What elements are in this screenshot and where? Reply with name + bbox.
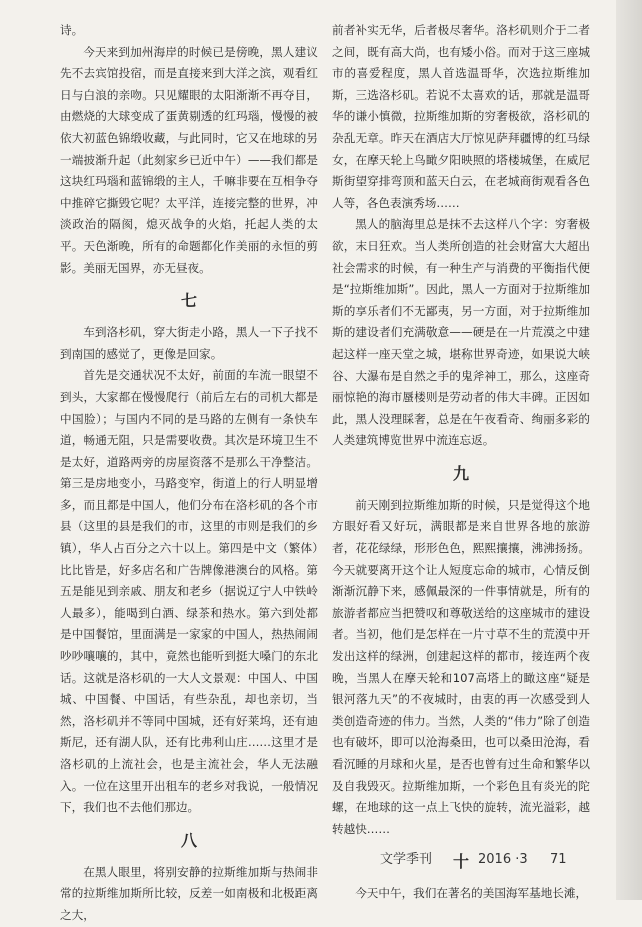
paragraph-city-comparison: 前者补实无华，后者极尽奢华。洛杉矶则介于二者之间，既有高大尚，也有矮小俗。而对于这三座城市的喜爱程度，黑人首选温哥华，次选拉斯维加斯，三选洛杉矶。若说不太喜欢的话，那就是温哥华的谦小慎微，拉斯维加斯的穷奢极欲，洛杉矶的杂乱无章。昨天在酒店大厅惊见萨拜疆博的红马绿女，在摩天轮上鸟瞰夕阳映照的塔楼城堡，在威尼斯街望穿排弯顶和蓝天白云，在老城商街观看各色人等，各色表演秀场……	[332, 23, 590, 210]
paragraph-california-coast: 今天来到加州海岸的时候已是傍晚，黑人建议先不去宾馆投宿，而是直接来到大洋之滨，观看红日与白浪的亲吻。只见耀眼的太阳渐渐不再夺目，由燃烧的大球变成了蛋黄剔透的红玛瑙，慢慢的被依大初蓝色锦缎收藏，与此同时，它又在地球的另一端披渐升起（此刻家乡已近中午）——我们都是这块红玛瑙和蓝锦缎的主人，千嘛非要在互相争夺中推碎它撕毁它呢？太平洋，连接完整的世界，冲淡政治的隔阂，熄灭战争的火焰，托起人类的太平。天色渐晚，所有的命题都化作美丽的永恒的剪影。美丽无国界，亦无昼夜。	[60, 44, 318, 275]
left-column	[60, 20, 318, 927]
magazine-title: 文学季刊	[380, 852, 433, 867]
paragraph-contrast: 在黑人眼里，将别安静的拉斯维加斯与热闹非常的拉斯维加斯所比较，反差一如南极和北极距离之大，	[60, 864, 318, 922]
right-column	[332, 20, 590, 905]
paragraph-las-vegas-reflection: 黑人的脑海里总是抹不去这样八个字：穷奢极欲，末日狂欢。当人类所创造的社会财富大大超出社会需求的时候，有一种生产与消费的平衡指代便是“拉斯维加斯”。因此，黑人一方面对于拉斯维加斯的享乐者们不无鄙夷，另一方面，对于拉斯维加斯的建设者们充满敬意——硬是在一片荒漠之中建起这样一座天堂之城，堪称世界奇迹，如果说大峡谷、大瀑布是自然之手的鬼斧神工，那么，这座奇丽惊艳的海市蜃楼则是劳动者的伟大丰碑。正因如此，黑人没理睬奢，总是在午夜看奇、绚丽多彩的人类建筑博览世界中流连忘返。	[332, 217, 590, 448]
paragraph-leaving-las-vegas: 前天刚到拉斯维加斯的时候，只是觉得这个地方眼好看又好玩，满眼都是来自世界各地的旅游者，花花绿绿，形形色色，熙熙攘攘，沸沸扬扬。今天就要离开这个让人短度忘命的城市，心情反倒渐渐沉静下来，感佩最深的一件事情就是，所有的旅游者都应当把赞叹和尊敬送给的这座城市的建设者。当初，他们是怎样在一片寸草不生的荒漠中开发出这样的绿洲，创建起这样的都市，接连两个夜晚，当黑人在摩天轮和107高塔上的瞰这座“疑是银河落九天”的不夜城时，由衷的再一次感受到人类创造奇迹的伟力。当然，人类的“伟力”除了创造也有破坏，即可以沧海桑田，也可以桑田沧海，看看沉睡的月球和火星，是否也曾有过生命和繁华以及自我毁灭。拉斯维加斯，一个彩色且有炎光的陀螺，在地球的这一点上飞快的旋转，流光溢彩，越转越快……	[332, 497, 590, 836]
section-heading-10: 十	[452, 852, 469, 872]
section-heading-7: 七	[180, 291, 197, 311]
section-heading-9: 九	[452, 463, 469, 483]
paragraph-long-beach: 今天中午，我们在著名的美国海军基地长滩，	[355, 886, 588, 901]
section-heading-8: 八	[180, 830, 197, 850]
page-footer	[380, 848, 567, 867]
page-edge-shadow	[616, 0, 642, 900]
issue-number: 2016 ·3	[478, 852, 528, 867]
page-number: 71	[550, 852, 567, 867]
paragraph-la-impressions: 首先是交通状况不太好，前面的车流一眼望不到头，大家都在慢慢爬行（前后左右的司机大都是中国脸）；与国内不同的是马路的左侧有一条快车道，畅通无阻，只是需要收费。其次是环境卫生不是太好，道路两旁的房屋资落不是那么干净整洁。第三是房地变小，马路变窄，街道上的行人明显增多，而且都是中国人，他们分布在洛杉矶的各个市县（这里的县是我们的市，这里的市则是我们的乡镇），华人占百分之六十以上。第四是中文（繁体）比比皆是，好多店名和广告牌像港澳台的风格。第五是能见到亲戚、朋友和老乡（据说辽宁人中铁岭人最多），能喝到白酒、绿茶和热水。第六到处都是中国餐馆，里面满是一家家的中国人，热热闹闹吵吵嚷嚷的，其中，竟然也能听到挺大嗓门的东北话。这就是洛杉矶的一大人文景观：中国人、中国城、中国餐、中国话，有些杂乱，却也亲切，当然，洛杉矶并不等同中国城，还有好莱坞，还有迪斯尼，还有湖人队，还有比弗利山庄……这里才是洛杉矶的上流社会，也是主流社会，华人无法融入。一位在这里开出租车的老乡对我说，一般情况下，我们也不去他们那边。	[60, 368, 318, 815]
paragraph-arrive-la: 车到洛杉矶，穿大街走小路，黑人一下子找不到南国的感觉了，更像是回家。	[60, 325, 318, 361]
paragraph-continuation: 诗。	[60, 23, 84, 37]
